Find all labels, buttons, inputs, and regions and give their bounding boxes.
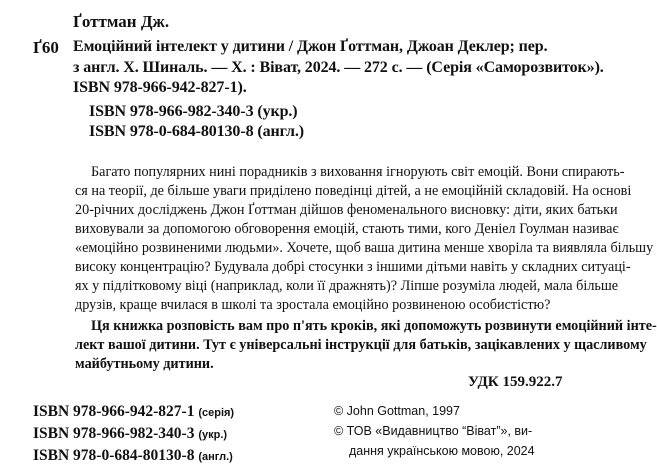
annotation-line: друзів, краще вчилася в школі та зростала емоційно розвиненою особистістю?: [75, 297, 551, 313]
annotation-line: високу концентрацію? Будувала добрі стосунки з іншими дітьми навіть у складних ситуаці-: [75, 259, 631, 275]
annotation-line: Ця книжка розповість вам про п'ять кроків, які допоможуть розвинути емоційний інте-: [91, 318, 657, 334]
isbn-footer-row: [33, 403, 234, 421]
copyright-line: © John Gottman, 1997: [334, 404, 460, 418]
isbn-note: (серія): [198, 407, 235, 419]
isbn-number: ISBN 978-966-982-340-3: [33, 425, 195, 442]
isbn-number: ISBN 978-0-684-80130-8: [33, 447, 195, 464]
isbn-number: ISBN 978-966-942-827-1: [33, 403, 195, 420]
isbn-eng: ISBN 978-0-684-80130-8 (англ.): [89, 123, 304, 140]
annotation-line: ях у підлітковому віці (наприклад, коли її дражнять)? Ліпше розуміла людей, мала більше: [75, 278, 619, 294]
annotation-line: Багато популярних нині порадників з виховання ігнорують світ емоцій. Вони спирають-: [91, 164, 625, 180]
isbn-note: (англ.): [198, 451, 233, 463]
isbn-ukr: ISBN 978-966-982-340-3 (укр.): [89, 103, 298, 120]
catalog-line-1: Емоційний інтелект у дитини / Джон Ґоттман, Джоан Деклер; пер.: [73, 38, 548, 55]
annotation-line: майбутньому дитини.: [75, 356, 214, 372]
annotation-line: виховували за допомогою обговорення емоцій, стають тими, кого Деніел Гоулман називає: [75, 221, 619, 237]
call-number: Ґ60: [33, 38, 59, 57]
isbn-footer-row: [33, 447, 233, 465]
author-heading: Ґоттман Дж.: [73, 12, 170, 31]
isbn-footer-row: [33, 425, 227, 443]
udk-code: УДК 159.922.7: [468, 374, 563, 390]
annotation-line: ся на теорії, де більше уваги приділено поведінці дітей, а не емоційній складовій. На основі: [75, 183, 632, 199]
copyright-line: © ТОВ «Видавництво “Віват”», ви-: [334, 424, 533, 438]
annotation-line: лект вашої дитини. Тут є універсальні інструкції для батьків, зацікавлених у щасливому: [75, 337, 647, 353]
isbn-note: (укр.): [198, 429, 228, 441]
copyright-line: дання українською мовою, 2024: [349, 444, 535, 458]
annotation-line: 20-річних досліджень Джон Ґоттман дійшов феноменального висновку: діти, яких батьки: [75, 202, 618, 218]
catalog-line-3: ISBN 978-966-942-827-1).: [73, 79, 247, 96]
annotation-line: «емоційно розвиненими людьми». Хочете, щоб ваша дитина менше хворіла та виявляла більшу: [75, 240, 654, 256]
catalog-line-2: з англ. Х. Шиналь. — Х. : Віват, 2024. — 272 с. — (Серія «Саморозвиток»).: [73, 59, 604, 76]
